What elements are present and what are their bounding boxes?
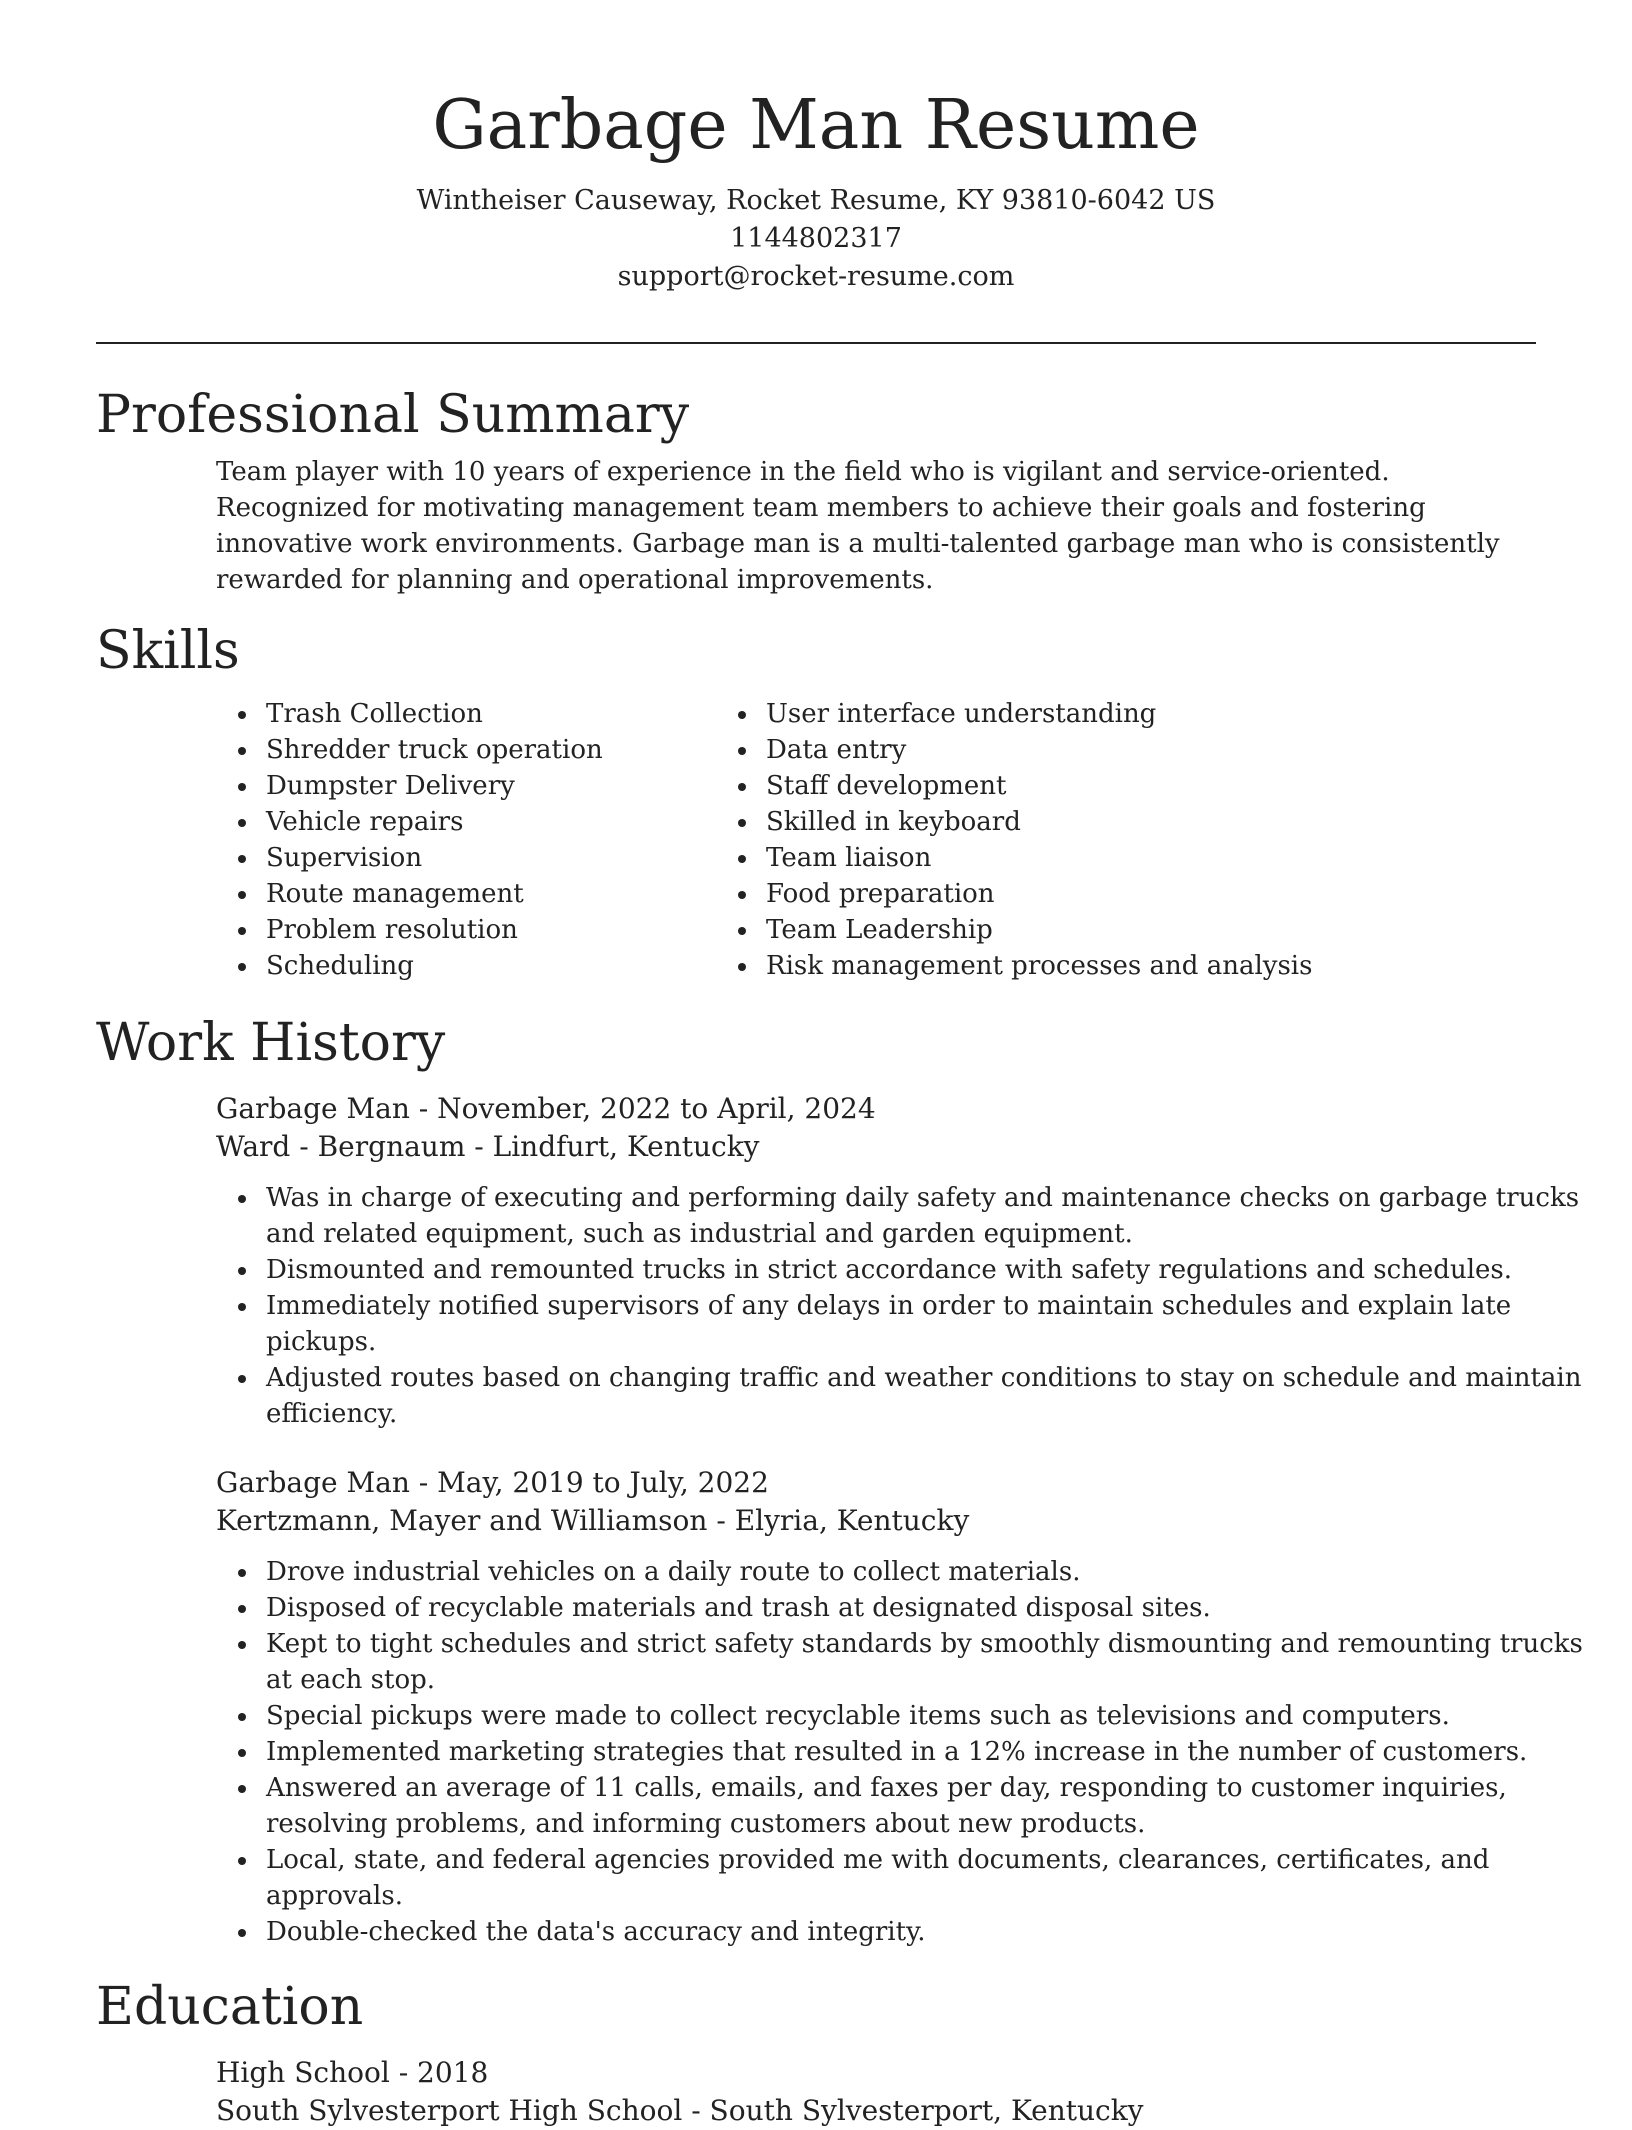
resume-title: Garbage Man Resume bbox=[432, 86, 1200, 165]
job-company-line bbox=[96, 1502, 1536, 1540]
skill-item: • Data entry bbox=[760, 732, 1496, 768]
job-bullet: • Was in charge of executing and performing daily safety and maintenance checks on garbage trucks and related equipment, such as industrial and garden equipment. bbox=[260, 1180, 1600, 1252]
school-line bbox=[96, 2092, 1536, 2130]
skills-right-list bbox=[746, 696, 1496, 984]
skills-columns bbox=[96, 696, 1536, 984]
skill-item: • Vehicle repairs bbox=[260, 804, 746, 840]
school-name: South Sylvesterport High School bbox=[216, 2094, 683, 2127]
address: Wintheiser Causeway, Rocket Resume, KY 93810-6042 US bbox=[416, 185, 1216, 216]
skill-item: • Scheduling bbox=[260, 948, 746, 984]
resume-body bbox=[96, 380, 1583, 2130]
skills-section bbox=[96, 616, 1536, 984]
contact-info bbox=[0, 182, 1632, 296]
skills-left-list bbox=[96, 696, 746, 984]
school-location: - South Sylvesterport, Kentucky bbox=[682, 2094, 1144, 2127]
job-bullets bbox=[96, 1180, 1600, 1432]
job-company: Ward - Bergnaum bbox=[216, 1130, 466, 1163]
summary-text: Team player with 10 years of experience in the field who is vigilant and service-oriented. Recognized for motivating management team members to achieve their goals and fostering innovative work environments. Garbage man is a multi-talented garbage man who is consistently rewarded for planning and operational improvements. bbox=[216, 457, 1500, 595]
job-title-line bbox=[96, 1090, 1536, 1128]
job-bullet: • Dismounted and remounted trucks in strict accordance with safety regulations and schedules. bbox=[260, 1252, 1600, 1288]
degree: High School bbox=[216, 2056, 390, 2089]
skill-item: • Trash Collection bbox=[260, 696, 746, 732]
job-company: Kertzmann, Mayer and Williamson bbox=[216, 1504, 708, 1537]
header-divider bbox=[96, 342, 1536, 344]
job-bullet: • Disposed of recyclable materials and trash at designated disposal sites. bbox=[260, 1590, 1600, 1626]
work-history-heading: Work History bbox=[96, 1013, 446, 1073]
skill-item: • User interface understanding bbox=[760, 696, 1496, 732]
job-location: - Lindfurt, Kentucky bbox=[465, 1130, 760, 1163]
skill-item: • Dumpster Delivery bbox=[260, 768, 746, 804]
work-history-section bbox=[96, 1008, 1583, 1950]
resume-header bbox=[0, 80, 1632, 296]
skill-item: • Team liaison bbox=[760, 840, 1496, 876]
job-title: Garbage Man bbox=[216, 1092, 410, 1125]
skill-item: • Staff development bbox=[760, 768, 1496, 804]
skill-item: • Problem resolution bbox=[260, 912, 746, 948]
job-bullet: • Local, state, and federal agencies provided me with documents, clearances, certificates, and approvals. bbox=[260, 1842, 1600, 1914]
job-location: - Elyria, Kentucky bbox=[707, 1504, 970, 1537]
degree-line bbox=[96, 2054, 1536, 2092]
email: support@rocket-resume.com bbox=[617, 261, 1015, 292]
skill-item: • Shredder truck operation bbox=[260, 732, 746, 768]
job-bullet: • Double-checked the data's accuracy and integrity. bbox=[260, 1914, 1600, 1950]
job-bullet: • Answered an average of 11 calls, emails, and faxes per day, responding to customer inquiries, resolving problems, and informing customers about new products. bbox=[260, 1770, 1600, 1842]
skill-item: • Supervision bbox=[260, 840, 746, 876]
job-title-line bbox=[96, 1464, 1536, 1502]
job-bullet: • Drove industrial vehicles on a daily route to collect materials. bbox=[260, 1554, 1600, 1590]
education-entry bbox=[96, 2054, 1536, 2130]
skill-item: • Risk management processes and analysis bbox=[760, 948, 1496, 984]
education-heading: Education bbox=[96, 1977, 364, 2037]
graduation-year: - 2018 bbox=[389, 2056, 489, 2089]
job-bullet: • Immediately notified supervisors of any delays in order to maintain schedules and explain late pickups. bbox=[260, 1288, 1600, 1360]
job-dates: - November, 2022 to April, 2024 bbox=[409, 1092, 876, 1125]
job-bullets bbox=[96, 1554, 1600, 1950]
skills-heading: Skills bbox=[96, 621, 240, 681]
skill-item: • Team Leadership bbox=[760, 912, 1496, 948]
summary-heading: Professional Summary bbox=[96, 385, 690, 445]
skill-item: • Route management bbox=[260, 876, 746, 912]
job-bullet: • Kept to tight schedules and strict safety standards by smoothly dismounting and remounting trucks at each stop. bbox=[260, 1626, 1600, 1698]
job-bullet: • Special pickups were made to collect recyclable items such as televisions and computers. bbox=[260, 1698, 1600, 1734]
phone: 1144802317 bbox=[730, 223, 902, 254]
summary-section bbox=[96, 380, 1536, 598]
skill-item: • Food preparation bbox=[760, 876, 1496, 912]
education-section bbox=[96, 1972, 1536, 2130]
job-entry bbox=[96, 1464, 1583, 1950]
job-bullet: • Implemented marketing strategies that resulted in a 12% increase in the number of customers. bbox=[260, 1734, 1600, 1770]
job-bullet: • Adjusted routes based on changing traffic and weather conditions to stay on schedule and maintain efficiency. bbox=[260, 1360, 1600, 1432]
job-company-line bbox=[96, 1128, 1536, 1166]
job-dates: - May, 2019 to July, 2022 bbox=[409, 1466, 769, 1499]
job-title: Garbage Man bbox=[216, 1466, 410, 1499]
skill-item: • Skilled in keyboard bbox=[760, 804, 1496, 840]
job-entry bbox=[96, 1090, 1582, 1432]
